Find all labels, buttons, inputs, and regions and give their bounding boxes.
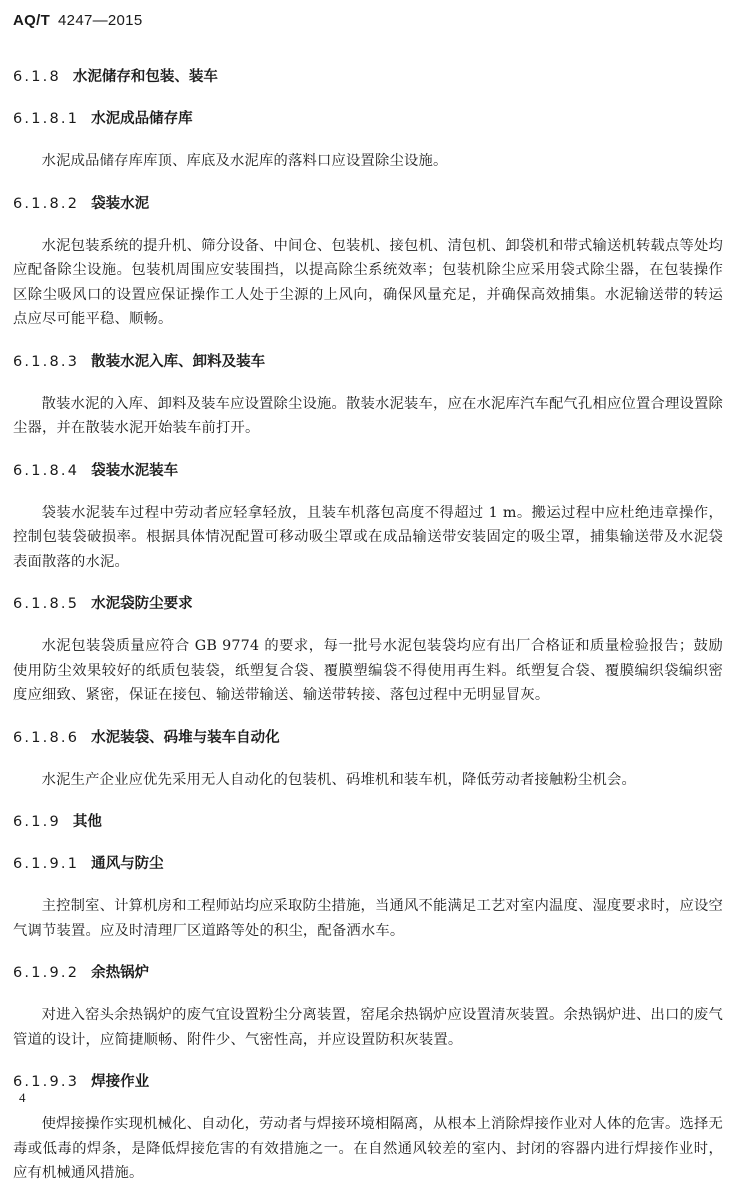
section-heading xyxy=(13,810,723,834)
section-heading xyxy=(13,350,723,374)
section-number: 6.1.9.3 xyxy=(13,1074,80,1090)
section-title: 袋装水泥装车 xyxy=(91,462,179,479)
section-heading xyxy=(13,961,723,985)
section-number: 6.1.8 xyxy=(13,69,61,85)
section-heading xyxy=(13,726,723,750)
section-number: 6.1.8.6 xyxy=(13,729,80,746)
paragraph: 使焊接操作实现机械化、自动化，劳动者与焊接环境相隔离，从根本上消除焊接作业对人体的危害。选择无毒或低毒的焊条，是降低焊接危害的有效措施之一。在自然通风较差的室内、封闭的容器内进行焊接作业时，应有机械通风措施。 xyxy=(13,1116,723,1181)
section-number: 6.1.9.2 xyxy=(13,965,80,981)
section-title: 水泥装袋、码堆与装车自动化 xyxy=(91,729,280,746)
paragraph: 水泥成品储存库库顶、库底及水泥库的落料口应设置除尘设施。 xyxy=(41,153,448,169)
document-body xyxy=(13,65,723,1204)
section-title: 水泥袋防尘要求 xyxy=(91,596,193,612)
section-number: 6.1.8.5 xyxy=(13,596,80,612)
section-number: 6.1.8.2 xyxy=(13,195,80,212)
section-heading xyxy=(13,459,723,483)
section-title: 焊接作业 xyxy=(91,1074,150,1090)
section-heading xyxy=(13,852,723,876)
section-number: 6.1.8.1 xyxy=(13,111,80,127)
section-heading xyxy=(13,192,723,216)
section-heading xyxy=(13,592,723,616)
paragraph: 水泥包装系统的提升机、筛分设备、中间仓、包装机、接包机、清包机、卸袋机和带式输送机转载点等处均应配备除尘设施。包装机周围应安装围挡，以提高除尘系统效率；包装机除尘应采用袋式除尘器，在包装操作区除尘吸风口的设置应保证操作工人处于尘源的上风向，确保风量充足，并确保高效捕集。水泥输送带的转运点应尽可能平稳、顺畅。 xyxy=(13,237,723,327)
paragraph: 主控制室、计算机房和工程师站均应采取防尘措施，当通风不能满足工艺对室内温度、湿度要求时，应设空气调节装置。应及时清理厂区道路等处的积尘，配备洒水车。 xyxy=(13,898,723,939)
section-title: 通风与防尘 xyxy=(91,856,164,872)
section-number: 6.1.9 xyxy=(13,814,61,830)
paragraph: 水泥生产企业应优先采用无人自动化的包装机、码堆机和装车机，降低劳动者接触粉尘机会。 xyxy=(41,771,636,788)
section-heading xyxy=(13,107,723,131)
paragraph: 散装水泥的入库、卸料及装车应设置除尘设施。散装水泥装车，应在水泥库汽车配气孔相应位置合理设置除尘器，并在散装水泥开始装车前打开。 xyxy=(13,395,723,436)
standard-number: 4247—2015 xyxy=(58,12,143,29)
document-header xyxy=(13,12,142,29)
section-number: 6.1.9.1 xyxy=(13,856,80,872)
section-title: 水泥储存和包装、装车 xyxy=(72,69,218,85)
paragraph: 袋装水泥装车过程中劳动者应轻拿轻放，且装车机落包高度不得超过 1 m。搬运过程中应杜绝违章操作，控制包装袋破损率。根据具体情况配置可移动吸尘罩或在成品输送带安装固定的吸尘罩，捕集输送带及水泥袋表面散落的水泥。 xyxy=(13,504,723,570)
section-heading xyxy=(13,65,723,89)
section-title: 其他 xyxy=(72,814,102,830)
paragraph: 对进入窑头余热锅炉的废气宜设置粉尘分离装置，窑尾余热锅炉应设置清灰装置。余热锅炉进、出口的废气管道的设计，应简捷顺畅、附件少、气密性高，并应设置防积灰装置。 xyxy=(13,1007,723,1048)
section-title: 散装水泥入库、卸料及装车 xyxy=(91,353,266,370)
section-title: 袋装水泥 xyxy=(91,195,150,212)
page-number: 4 xyxy=(19,1090,26,1105)
section-heading xyxy=(13,1070,723,1094)
section-title: 余热锅炉 xyxy=(91,965,150,981)
standard-code: AQ/T xyxy=(13,12,51,29)
section-number: 6.1.8.3 xyxy=(13,353,80,370)
paragraph: 水泥包装袋质量应符合 GB 9774 的要求，每一批号水泥包装袋均应有出厂合格证和质量检验报告；鼓励使用防尘效果较好的纸质包装袋，纸塑复合袋、覆膜塑编袋不得使用再生料。纸塑复合袋、覆膜编织袋编织密度应细致、紧密，保证在接包、输送带输送、输送带转接、落包过程中无明显冒灰。 xyxy=(13,638,723,703)
section-title: 水泥成品储存库 xyxy=(91,111,193,127)
section-number: 6.1.8.4 xyxy=(13,462,80,479)
